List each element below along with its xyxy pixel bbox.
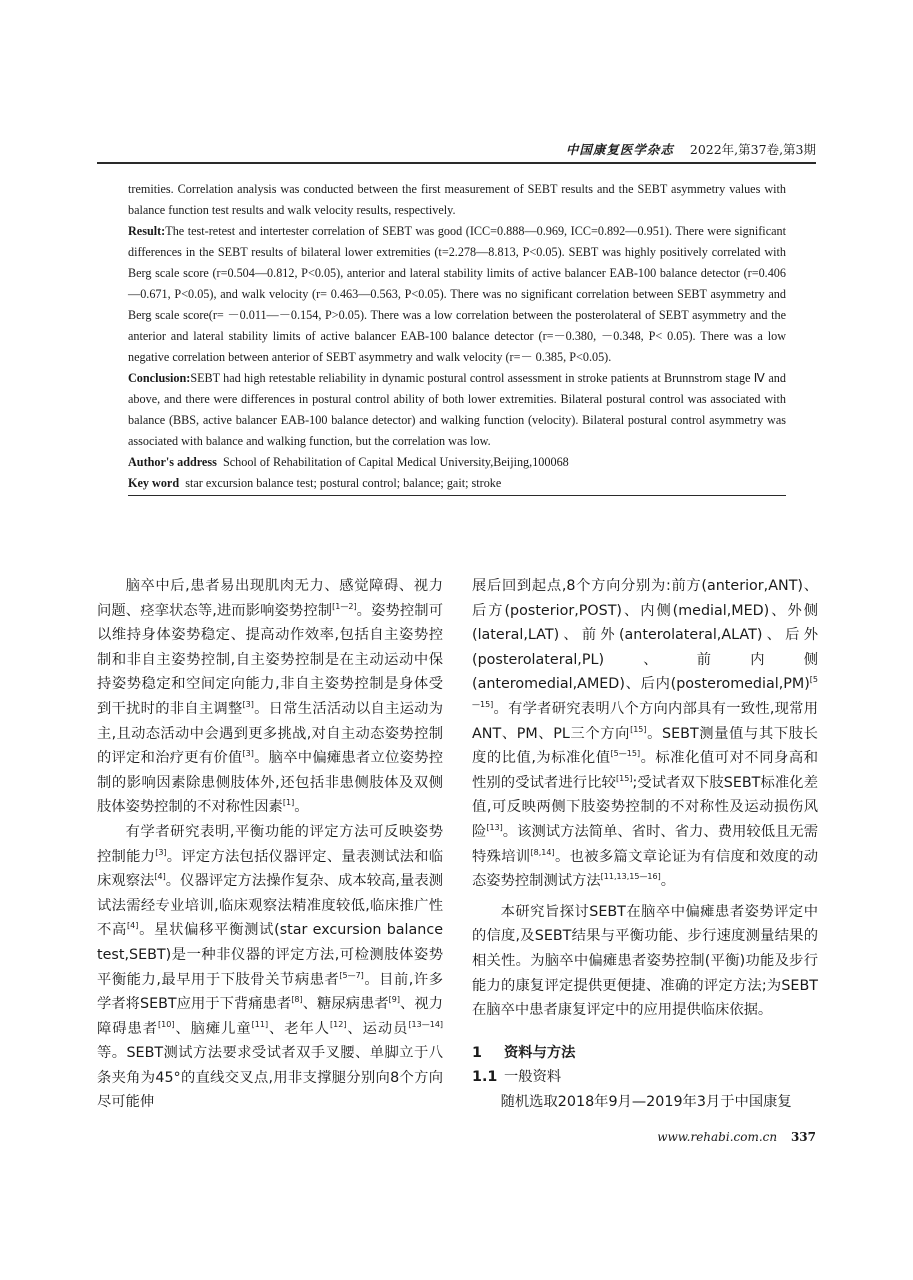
- result-text: The test-retest and intertester correlation of SEBT was good (ICC=0.888—0.969, ICC=0.892—0.951). There were significant differences in the SEBT results of bilateral lower extremities (t=2.278—8.813, P<0.05). SEBT was highly positively correlated with Berg scale score (r=0.504—0.812, P<0.05), anterior and lateral stability limits of active balancer EAB-100 balance detector (r=0.406—0.671, P<0.05), and walk velocity (r= 0.463—0.563, P<0.05). There was no significant correlation between SEBT asymmetry and Berg scale score(r= －0.011—－0.154, P>0.05). There was a low correlation between the posterolateral of SEBT asymmetry and the anterior and lateral stability limits of active balancer EAB-100 balance detector (r=－0.380, －0.348, P< 0.05). There was a low negative correlation between anterior of SEBT asymmetry and walk velocity (r=－ 0.385, P<0.05).: [128, 224, 786, 364]
- section-heading: 1 资料与方法: [472, 1044, 576, 1061]
- citation: [1—2]: [332, 601, 357, 611]
- citation: [10]: [158, 1019, 175, 1029]
- address-label: Author's address: [128, 455, 217, 469]
- keyword-label: Key word: [128, 476, 180, 490]
- citation: [8]: [291, 995, 303, 1005]
- citation: [12]: [330, 1019, 347, 1029]
- page-number: 337: [790, 1130, 816, 1144]
- citation: [5—7]: [339, 970, 364, 980]
- left-column: [97, 574, 443, 1115]
- body-paragraph: 有学者研究表明,平衡功能的评定方法可反映姿势控制能力[3]。评定方法包括仪器评定、量表测试法和临床观察法[4]。仪器评定方法操作复杂、成本较高,量表测试法需经专业培训,临床观察法精准度较低,临床推广性不高[4]。星状偏移平衡测试(star excursion balance test,SEBT)是一种非仪器的评定方法,可检测肢体姿势平衡能力,最早用于下肢骨关节病患者[5—7]。目前,许多学者将SEBT应用于下背痛患者[8]、糖尿病患者[9]、视力障碍患者[10]、脑瘫儿童[11]、老年人[12]、运动员[13—14]等。SEBT测试方法要求受试者双手叉腰、单脚立于八条夹角为45°的直线交叉点,用非支撑腿分别向8个方向尽可能伸: [97, 823, 444, 1111]
- citation: [4]: [127, 921, 139, 931]
- body-paragraph: 脑卒中后,患者易出现肌肉无力、感觉障碍、视力问题、痉挛状态等,进而影响姿势控制[1—2]。姿势控制可以维持身体姿势稳定、提高动作效率,包括自主姿势控制和非自主姿势控制,自主姿势控制是在主动运动中保持姿势稳定和空间定向能力,非自主姿势控制是身体受到干扰时的非自主调整[3]。日常生活活动以自主运动为主,且动态活动中会遇到更多挑战,对自主动态姿势控制的评定和治疗更有价值[3]。脑卒中偏瘫患者立位姿势控制的影响因素除患侧肢体外,还包括非患侧肢体及双侧肢体姿势控制的不对称性因素[1]。: [97, 578, 444, 816]
- journal-name: 中国康复医学杂志: [565, 142, 674, 157]
- page-footer: [657, 1130, 816, 1144]
- abstract-conclusion: [128, 368, 786, 452]
- issue-info: 2022年,第37卷,第3期: [689, 142, 816, 157]
- body-paragraph: 随机选取2018年9月—2019年3月于中国康复: [500, 1093, 792, 1110]
- citation: [8,14]: [530, 847, 555, 857]
- citation: [13—14]: [408, 1019, 444, 1029]
- citation: [15]: [616, 773, 633, 783]
- citation: [4]: [154, 872, 166, 882]
- citation: [5—15]: [610, 749, 641, 759]
- right-column: [472, 574, 818, 1114]
- citation: [9]: [388, 995, 401, 1005]
- conclusion-label: Conclusion:: [128, 371, 191, 385]
- citation: [3]: [242, 700, 254, 710]
- body-paragraph: 展后回到起点,8个方向分别为:前方(anterior,ANT)、后方(posterior,POST)、内侧(medial,MED)、外侧(lateral,LAT)、前外(anterolateral,ALAT)、后外(posterolateral,PL)、前内侧(anteromedial,AMED)、后内(posteromedial,PM)[5—15]。有学者研究表明八个方向内部具有一致性,现常用ANT、PM、PL三个方向[15]。SEBT测量值与其下肢长度的比值,为标准化值[5—15]。标准化值可对不同身高和性别的受试者进行比较[15];受试者双下肢SEBT标准化差值,可反映两侧下肢姿势控制的不对称性及运动损伤风险[13]。该测试方法简单、省时、省力、费用较低且无需特殊培训[8,14]。也被多篇文章论证为有信度和效度的动态姿势控制测试方法[11,13,15—16]。: [472, 578, 819, 890]
- abstract-method-tail: tremities. Correlation analysis was conducted between the first measurement of SEBT results and the SEBT asymmetry values with balance function test results and walk velocity results, respectively.: [128, 182, 786, 217]
- citation: [1]: [282, 798, 295, 808]
- footer-site: www.rehabi.com.cn: [657, 1130, 778, 1144]
- citation: [13]: [486, 823, 503, 833]
- citation: [3]: [155, 847, 167, 857]
- citation: [3]: [242, 749, 254, 759]
- result-label: Result:: [128, 224, 166, 238]
- body-paragraph: 本研究旨探讨SEBT在脑卒中偏瘫患者姿势评定中的信度,及SEBT结果与平衡功能、步行速度测量结果的相关性。为脑卒中偏瘫患者姿势控制(平衡)功能及步行能力的康复评定提供更便捷、准确的评定方法;为SEBT在脑卒中患者康复评定中的应用提供临床依据。: [472, 903, 818, 1019]
- subsection-heading: 1.1 一般资料: [472, 1069, 562, 1086]
- conclusion-text: SEBT had high retestable reliability in dynamic postural control assessment in stroke patients at Brunnstrom stage Ⅳ and above, and there were differences in postural control ability of both lower extremities. Bilateral postural control was associated with balance (BBS, active balancer EAB-100 balance detector) and walking function (velocity). Bilateral postural control asymmetry was associated with balance and walking function, but the correlation was low.: [128, 371, 786, 448]
- citation: [11,13,15—16]: [600, 872, 661, 882]
- citation: [11]: [251, 1019, 269, 1029]
- keywords: [128, 473, 786, 496]
- running-header: [97, 140, 816, 164]
- english-abstract: [128, 179, 786, 496]
- abstract-result: [128, 221, 786, 368]
- citation: [15]: [630, 724, 647, 734]
- keyword-text: star excursion balance test; postural control; balance; gait; stroke: [185, 476, 502, 490]
- citation: [5—15]: [472, 675, 818, 710]
- address-text: School of Rehabilitation of Capital Medical University,Beijing,100068: [222, 455, 569, 469]
- author-address: [128, 452, 786, 473]
- header-right: [566, 140, 816, 158]
